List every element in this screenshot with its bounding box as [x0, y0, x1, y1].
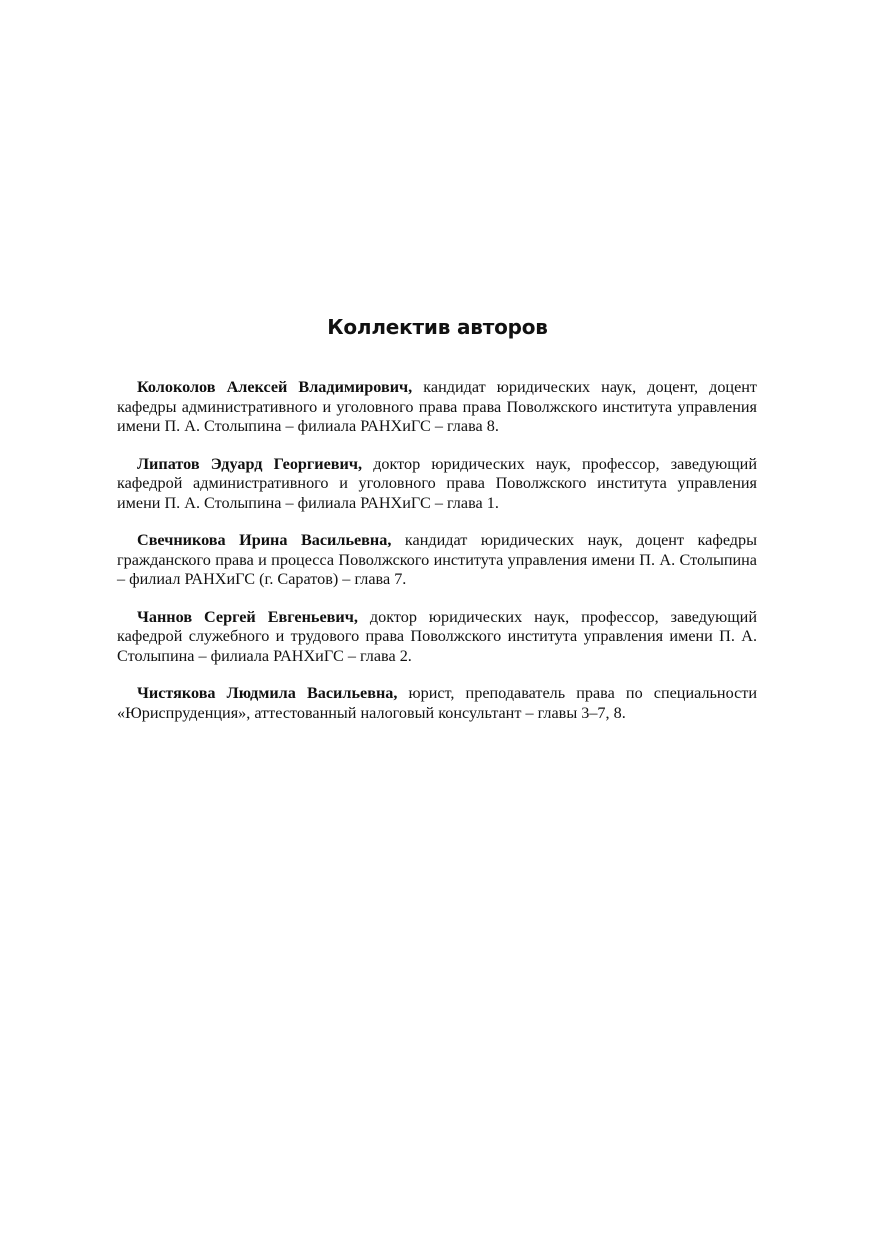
- author-description: юрист, преподаватель права по специальности «Юриспруденция», аттестованный налоговый консультант – главы 3–7, 8.: [117, 684, 757, 722]
- author-name: Чистякова Людмила Васильевна,: [137, 684, 398, 702]
- author-name: Чаннов Сергей Евгеньевич,: [137, 607, 358, 626]
- page-title: Коллектив авторов: [327, 315, 548, 339]
- author-description: кандидат юридических наук, доцент кафедры гражданского права и процесса Поволжского института управления имени П. А. Столыпина – филиал РАНХиГС (г. Саратов) – глава 7.: [117, 531, 758, 588]
- author-entry: [117, 684, 757, 723]
- authors-list: [117, 378, 757, 741]
- author-entry: [117, 531, 757, 590]
- author-name: Колоколов Алексей Владимирович,: [137, 378, 413, 396]
- author-description: доктор юридических наук, профессор, заведующий кафедрой административного и уголовного права Поволжского института управления имени П. А. Столыпина – филиала РАНХиГС – глава 1.: [117, 454, 758, 512]
- author-description: доктор юридических наук, профессор, заведующий кафедрой служебного и трудового права Поволжского института управления имени П. А. Столыпина – филиала РАНХиГС – глава 2.: [117, 607, 757, 665]
- author-name: Свечникова Ирина Васильевна,: [137, 531, 392, 549]
- author-entry: [117, 608, 757, 667]
- author-name: Липатов Эдуард Георгиевич,: [137, 454, 363, 473]
- author-description: кандидат юридических наук, доцент, доцент кафедры административного и уголовного права права Поволжского института управления имени П. А. Столыпина – филиала РАНХиГС – глава 8.: [117, 378, 757, 435]
- author-entry: [117, 378, 757, 437]
- author-entry: [117, 455, 757, 514]
